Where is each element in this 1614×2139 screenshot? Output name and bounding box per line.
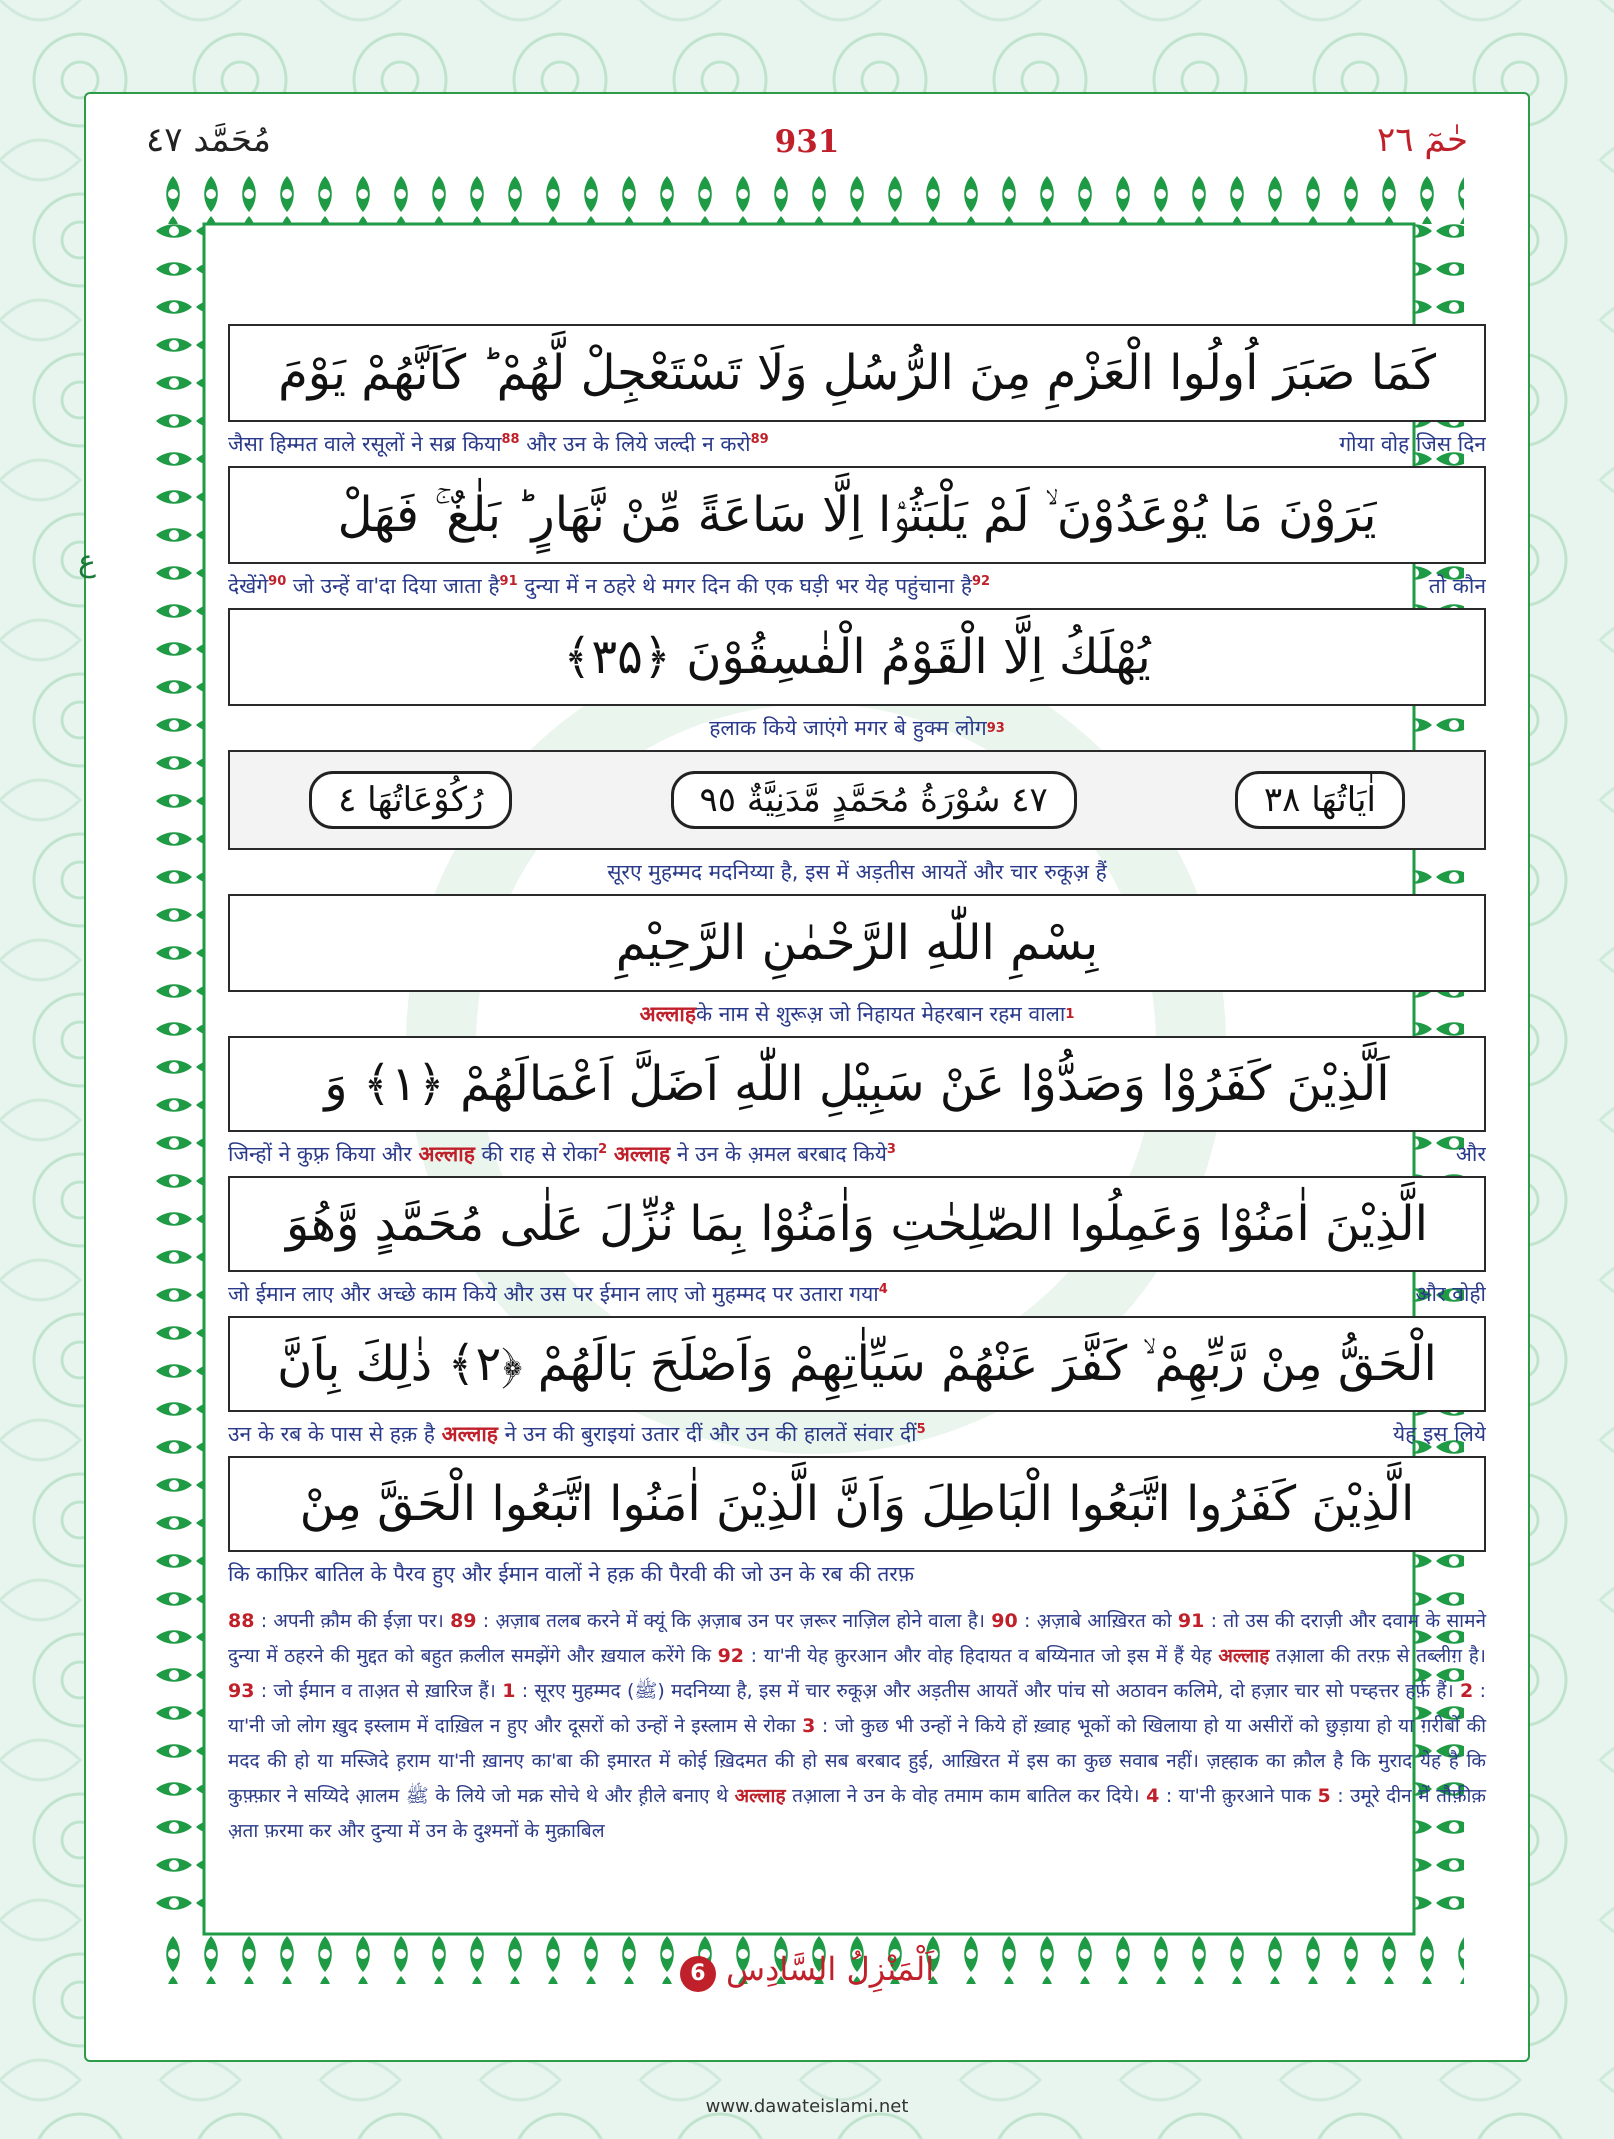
- bismillah-arabic: بِسْمِ اللّٰهِ الرَّحْمٰنِ الرَّحِيْمِ: [228, 894, 1486, 992]
- arabic-line: الَّذِيْنَ كَفَرُوا اتَّبَعُوا الْبَاطِلَ وَاَنَّ الَّذِيْنَ اٰمَنُوا اتَّبَعُوا الْحَقَّ مِنْ: [228, 1456, 1486, 1552]
- quran-page: [78, 92, 1530, 2062]
- ruku-mark: ع: [78, 544, 96, 579]
- website-url[interactable]: www.dawateislami.net: [705, 2096, 909, 2117]
- ayat-count-cartouche: اٰيَاتُهَا ٣٨: [1235, 771, 1405, 829]
- arabic-line: الَّذِيْنَ اٰمَنُوْا وَعَمِلُوا الصّٰلِحٰتِ وَاٰمَنُوْا بِمَا نُزِّلَ عَلٰى مُحَمَّدٍ وَّهُوَ: [228, 1176, 1486, 1272]
- arabic-line: كَمَا صَبَرَ اُولُوا الْعَزْمِ مِنَ الرُّسُلِ وَلَا تَسْتَعْجِلْ لَّهُمْ ؕ كَاَنَّهُمْ يَوْمَ: [228, 324, 1486, 422]
- arabic-line: الْحَقُّ مِنْ رَّبِّهِمْ ۙ كَفَّرَ عَنْهُمْ سَيِّاٰتِهِمْ وَاَصْلَحَ بَالَهُمْ ﴿۲﴾ ذٰلِكَ بِاَنَّ: [228, 1316, 1486, 1412]
- surah-intro-translation: सूरए मुहम्मद मदनिय्या है, इस में अड़तीस आयतें और चार रुकूअ़ हैं: [607, 860, 1107, 884]
- manzil-label: اَلْمَنْزِلُ السَّادِس 6: [86, 1950, 1528, 1992]
- arabic-line: اَلَّذِيْنَ كَفَرُوْا وَصَدُّوْا عَنْ سَبِيْلِ اللّٰهِ اَضَلَّ اَعْمَالَهُمْ ﴿۱﴾ وَ: [228, 1036, 1486, 1132]
- surah-name-cartouche: ٤٧ سُوْرَةُ مُحَمَّدٍ مَّدَنِيَّةٌ ٩٥: [671, 771, 1077, 829]
- translation-line: हलाक किये जाएंगे मगर बे हुक्म लोग 93: [709, 716, 1005, 740]
- page-number: 931: [774, 124, 840, 160]
- translation-line: जैसा हिम्मत वाले रसूलों ने सब्र किया$^{88}$ और उन के लिये जल्दी न करो$^{89}$ गोया वोह जिस दिन: [228, 432, 1486, 456]
- juz-header-label: حٰمٓ ٢٦: [1377, 120, 1468, 160]
- bismillah-translation: अल्लाह के नाम से शुरूअ़ जो निहायत मेहरबान रहम वाला 1: [639, 1001, 1075, 1026]
- translation-line: देखेंगे$^{90}$ जो उन्हें वा'दा दिया जाता है$^{91}$ दुन्या में न ठहरे थे मगर दिन की एक घड़ी भर येह पहुंचाना है$^{92}$ तो कौन: [228, 574, 1486, 598]
- manzil-number: 6: [680, 1956, 716, 1992]
- translation-line: जिन्हों ने कुफ़्र किया और अल्लाह की राह से रोका$^2$ अल्लाह ने उन के अ़मल बरबाद किये$^3$ और: [228, 1141, 1486, 1166]
- surah-header-label: مُحَمَّد ٤٧: [146, 120, 272, 160]
- arabic-line: يَرَوْنَ مَا يُوْعَدُوْنَ ۙ لَمْ يَلْبَثُوْۤا اِلَّا سَاعَةً مِّنْ نَّهَارٍ ؕ بَلٰغٌ ۚ فَهَلْ: [228, 466, 1486, 564]
- footnotes: 88 : अपनी क़ौम की ईज़ा पर। 89 : अ़ज़ाब तलब करने में क्यूं कि अ़ज़ाब उन पर ज़रूर नाज़िल होने वाला है। 90 : अ़ज़ाबे आख़िरत को 91 : तो उस की दराज़ी और दवाम के सामने दुन्या में ठहरने की मुद्दत को बहुत क़लील समझेंगे और ख़याल करेंगे कि 92 : या'नी येह क़ुरआन और वोह हिदायत व बय्यिनात जो इस में हैं येह अल्लाह तआ़ला की तरफ़ से तब्लीग़ है। 93 : जो ईमान व ताअ़त से ख़ारिज हैं। 1 : सूरए मुहम्मद (ﷺ) मदनिय्या है, इस में चार रुकूअ़ और अड़तीस आयतें और पांच सो अठावन कलिमे, दो हज़ार चार सो पच्हत्तर हर्फ़ हैं। 2 : या'नी जो लोग ख़ुद इस्लाम में दाख़िल न हुए और दूसरों को उन्हों ने इस्लाम से रोका 3 : जो कुछ भी उन्हों ने किये हों ख़्वाह भूकों को खिलाया हो या असीरों को छुड़ाया हो या ग़रीबों की मदद की हो या मस्जिदे ह़राम या'नी ख़ानए का'बा की इमारत में कोई ख़िदमत की हो सब बरबाद हुई, आख़िरत में इस का कुछ सवाब नहीं। ज़ह्हाक का क़ौल है कि मुराद येह है कि कुफ़्फ़ार ने सय्यिदे आ़लम ﷺ के लिये जो मक्र सोचे थे और ह़ीले बनाए थे अल्लाह तआ़ला ने उन के वोह तमाम काम बातिल कर दिये। 4 : या'नी क़ुरआने पाक 5 : उमूरे दीन में तौफ़ीक़ अ़ता फ़रमा कर और दुन्या में उन के दुश्मनों के मुक़ाबिल: [228, 1610, 1486, 1842]
- arabic-line: يُهْلَكُ اِلَّا الْقَوْمُ الْفٰسِقُوْنَ ﴿۳۵﴾: [228, 608, 1486, 706]
- ruku-count-cartouche: رُكُوْعَاتُهَا ٤: [309, 771, 512, 829]
- page-content: [228, 324, 1486, 1849]
- translation-line: जो ईमान लाए और अच्छे काम किये और उस पर ईमान लाए जो मुहम्मद पर उतारा गया$^4$ और वोही: [228, 1282, 1486, 1306]
- translation-line: उन के रब के पास से हक़ है अल्लाह ने उन की बुराइयां उतार दीं और उन की हालतें संवार दीं$^5$ येह इस लिये: [228, 1421, 1486, 1446]
- surah-title-strip: [228, 750, 1486, 850]
- translation-line: कि काफ़िर बातिल के पैरव हुए और ईमान वालों ने हक़ की पैरवी की जो उन के रब की तरफ़: [228, 1562, 915, 1586]
